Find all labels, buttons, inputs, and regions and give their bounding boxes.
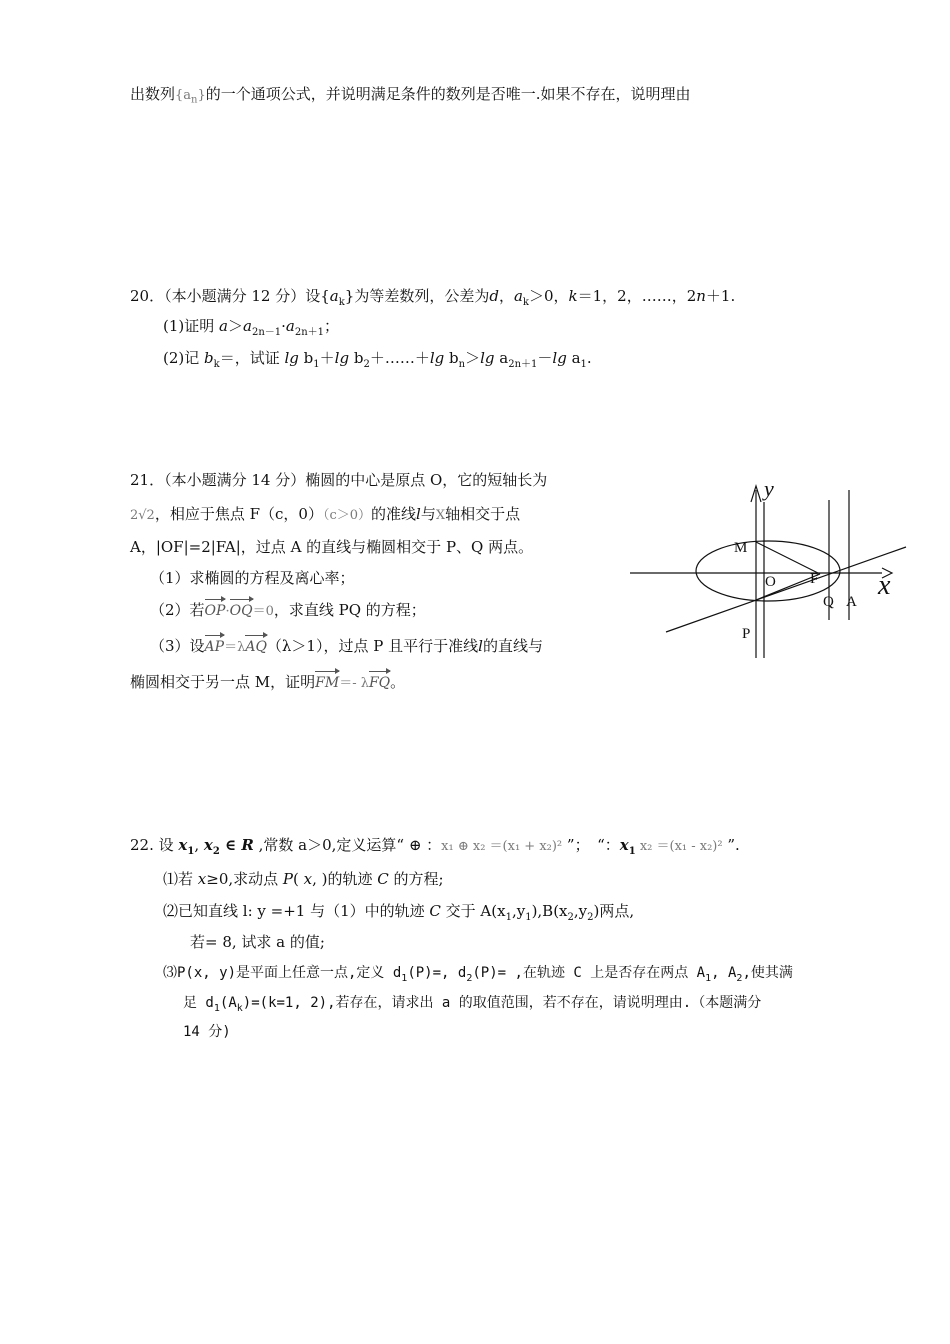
q21-line3: A，|OF|=2|FA|，过点 A 的直线与椭圆相交于 P、Q 两点。	[130, 538, 534, 556]
intro-text-a: 出数列	[130, 85, 176, 103]
q21-part2: （2）若OP·OQ＝0，求直线 PQ 的方程；	[150, 601, 426, 619]
vector-aq: AQ	[245, 639, 267, 655]
q21-part1: （1）求椭圆的方程及离心率；	[150, 569, 355, 587]
label-o: O	[765, 574, 776, 590]
q22-part3: ⑶P(x, y)是平面上任意一点,定义 $d_1(P)=$, $d_2(P)=$ ,在轨迹 C 上是否存在两点 $A_1$, $A_2$,使其满	[163, 965, 793, 984]
vector-fm: FM	[315, 675, 340, 691]
label-a: A	[846, 594, 857, 610]
intro-text-b: 的一个通项公式，并说明满足条件的数列是否唯一.如果不存在，说明理由	[205, 85, 691, 103]
sequence-symbol: $\{a_n\}$	[175, 88, 206, 106]
vector-ap: AP	[204, 639, 225, 655]
label-p: P	[742, 626, 751, 642]
formula-oplus: x₁ ⊕ x₂ ＝(x₁ + x₂)²	[441, 839, 563, 854]
ellipse-figure	[620, 470, 920, 670]
line-pq	[666, 547, 906, 632]
label-m: M	[734, 540, 748, 556]
q22-part2: ⑵已知直线 l: y =+1 与（1）中的轨迹 C 交于 $A(x_1,y_1),B(x_2,y_2)$两点,	[163, 902, 635, 923]
vector-op: OP	[204, 603, 226, 619]
ellipse	[696, 541, 840, 601]
q22-part3-line2: 足 $d_1(A_k)=(k=1$, 2),若存在，请求出 a 的取值范围，若不存在，请说明理由.（本题满分	[183, 995, 762, 1014]
math-2sqrt2: 2√2	[130, 508, 155, 523]
q20-part2: (2)记 $b_k=$，试证 $\lg b_1+\lg$ $b_2+\dots\dots+\lg$ $b_n>\lg$ $a_{2n+1}-\lg$ $a_1$.	[163, 349, 592, 370]
q21-line2: 2√2，相应于焦点 F（c，0）（c＞0）的准线l与X轴相交于点	[130, 505, 521, 523]
vector-fq: FQ	[368, 675, 391, 691]
q22-header: 22. 设 $x_1$, $x_2$ ∈ R ,常数 a＞0,定义运算“ ⊕ ：x₁ ⊕ x₂ ＝(x₁ + x₂)² ”； “：$x_1$ x₂ ＝(x₁ - x₂)² ”.	[130, 836, 740, 857]
label-x: x	[878, 570, 891, 601]
q22-part1: ⑴若 x≥0,求动点 P( x, )的轨迹 C 的方程;	[163, 870, 444, 888]
q20-part1: (1)证明 $a>a_{2n-1}\cdot a_{2n+1}$；	[163, 317, 340, 338]
label-q: Q	[823, 594, 834, 610]
intro-line	[130, 84, 691, 111]
label-f: F	[810, 571, 819, 587]
q21-line1: 21．（本小题满分 14 分）椭圆的中心是原点 O，它的短轴长为	[130, 471, 548, 489]
q21-part3: （3）设AP＝λAQ（λ＞1），过点 P 且平行于准线l的直线与	[150, 637, 543, 655]
q20-header: 20．（本小题满分 12 分）设$\{a_k\}$为等差数列，公差为d，$a_k>0$，k＝1，2，……，2n＋1.	[130, 287, 736, 308]
q22-part3-line3: 14 分)	[183, 1024, 231, 1040]
vector-oq: OQ	[229, 603, 253, 619]
q21-line7: 椭圆相交于另一点 M，证明FM＝- λFQ。	[130, 673, 406, 691]
label-y: y	[764, 476, 774, 501]
q22-part2-line2: 若= 8, 试求 a 的值;	[190, 933, 325, 951]
formula-op2: x₂ ＝(x₁ - x₂)²	[635, 839, 723, 854]
